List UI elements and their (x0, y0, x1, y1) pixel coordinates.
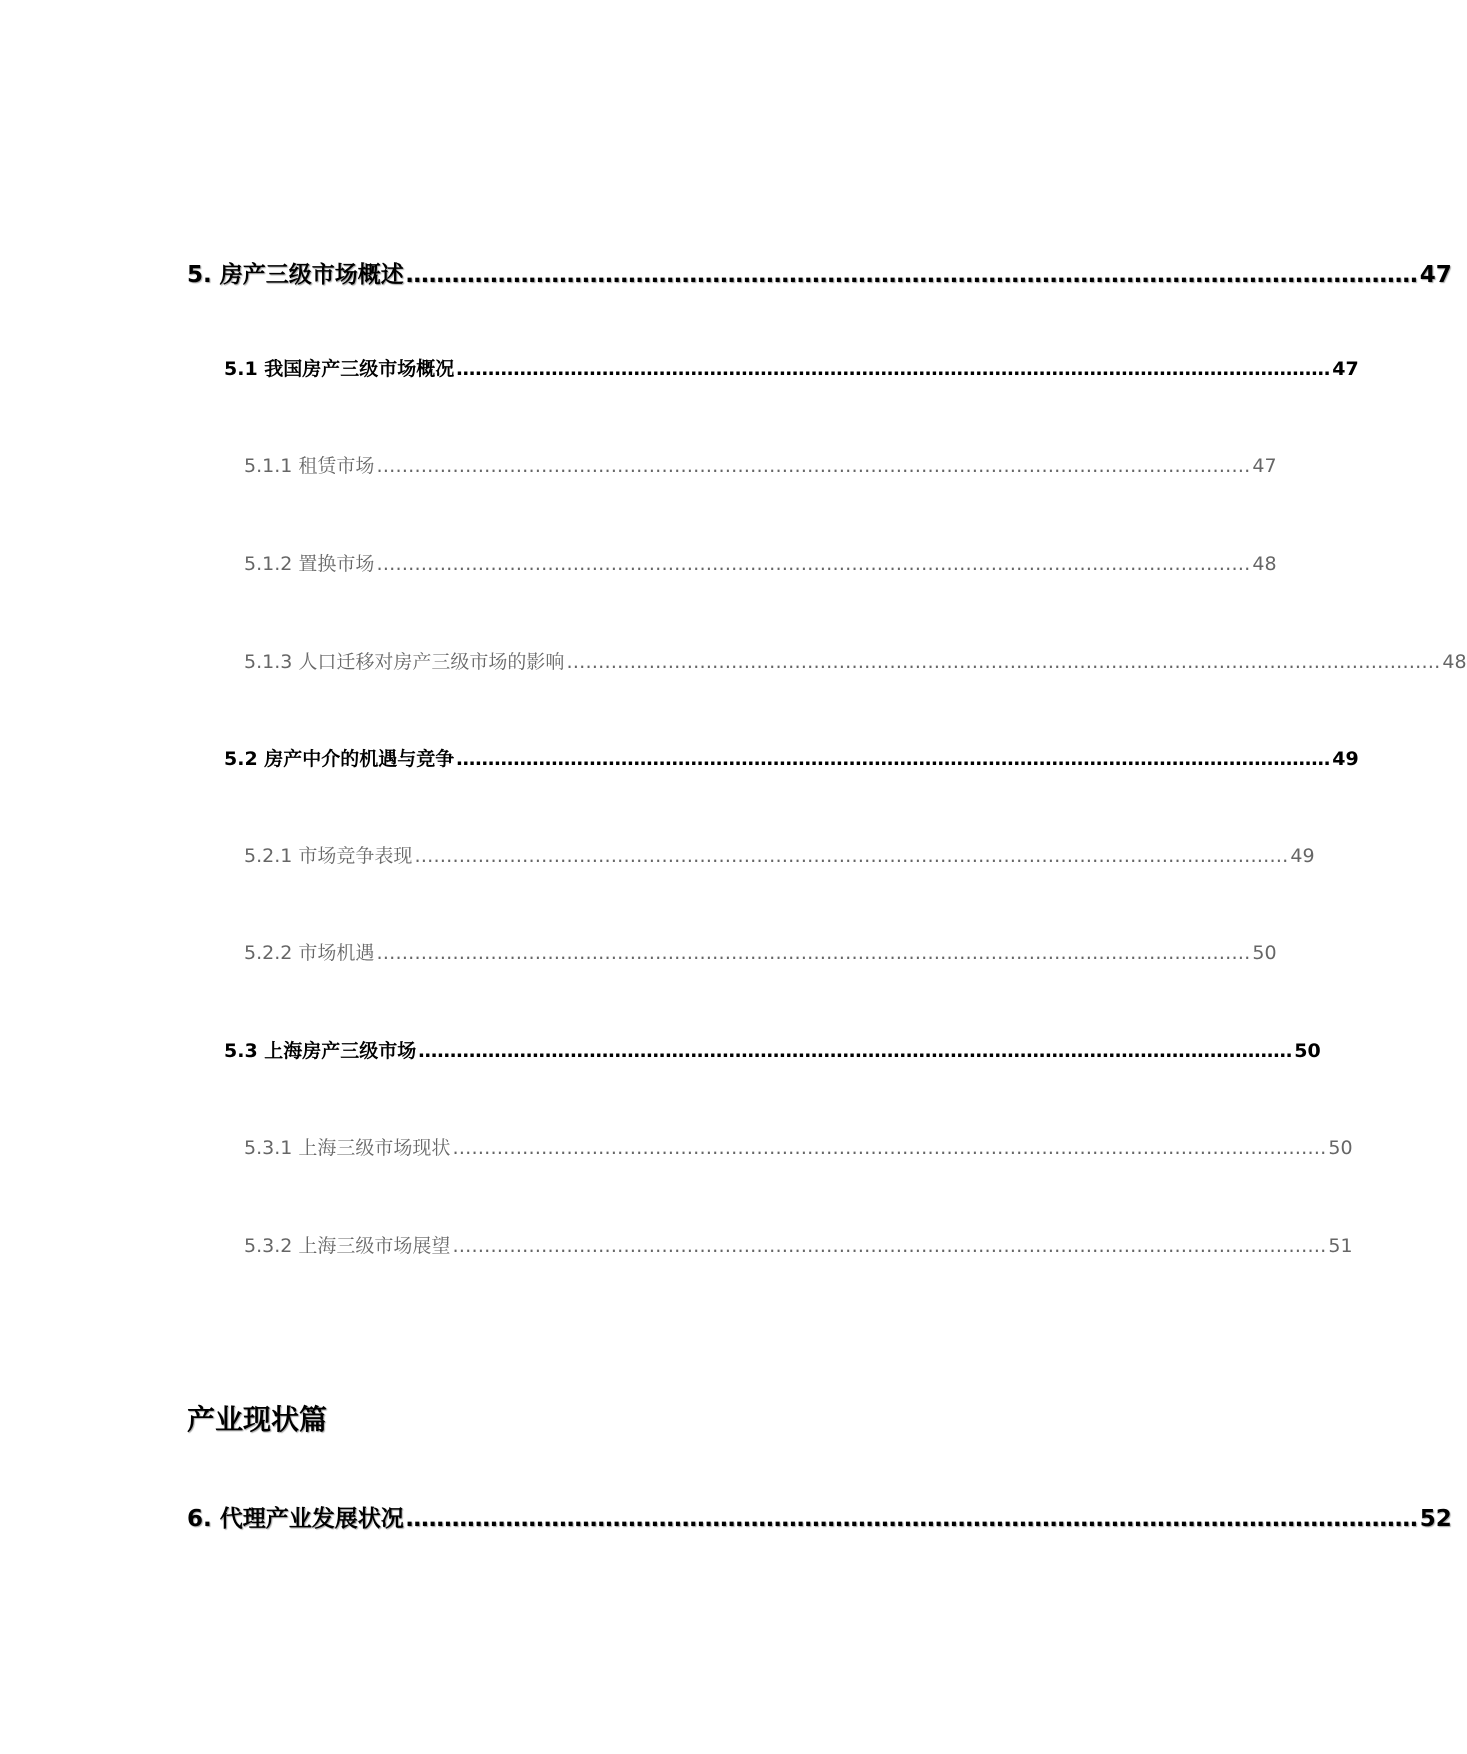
toc-page-number: 50 (1294, 1040, 1321, 1062)
toc-entry-5-1-3[interactable] (244, 647, 1467, 674)
toc-entry-title: 5.1.2 置换市场 (244, 553, 375, 575)
toc-page-number: 47 (1332, 358, 1359, 380)
toc-page-number: 50 (1328, 1137, 1353, 1159)
toc-entry-5-1[interactable] (224, 354, 1359, 381)
dot-leader: ………………………………………………………………………………………………………………………… (418, 1040, 1293, 1062)
toc-entry-title: 5.1 我国房产三级市场概况 (224, 358, 455, 380)
toc-page-number: 49 (1290, 845, 1315, 867)
dot-leader: ………………………………………………………………………………………………………………………… (376, 553, 1251, 575)
toc-page-number: 47 (1419, 262, 1452, 288)
toc-entry-5[interactable] (187, 256, 1452, 289)
dot-leader: ………………………………………………………………………………………………………………………… (452, 1235, 1327, 1257)
toc-entry-title: 6. 代理产业发展状况 (187, 1506, 404, 1532)
toc-page-number: 51 (1328, 1235, 1353, 1257)
toc-entry-title: 5. 房产三级市场概述 (187, 262, 404, 288)
toc-entry-5-1-2[interactable] (244, 549, 1277, 576)
toc-page-number: 48 (1252, 553, 1277, 575)
toc-page-number: 48 (1442, 651, 1467, 673)
toc-entry-title: 5.2.2 市场机遇 (244, 942, 375, 964)
dot-leader: …………………………………………………………………………………………………………………… (405, 1506, 1418, 1532)
dot-leader: ………………………………………………………………………………………………………………………… (452, 1137, 1327, 1159)
toc-page-number: 52 (1419, 1506, 1452, 1532)
dot-leader: …………………………………………………………………………………………………………………… (405, 262, 1418, 288)
toc-entry-5-2[interactable] (224, 744, 1359, 771)
toc-entry-5-1-1[interactable] (244, 451, 1277, 478)
toc-entry-title: 5.3.1 上海三级市场现状 (244, 1137, 451, 1159)
dot-leader: ………………………………………………………………………………………………………………………… (456, 748, 1331, 770)
dot-leader: ………………………………………………………………………………………………………………………… (376, 455, 1251, 477)
toc-entry-title: 5.1.1 租赁市场 (244, 455, 375, 477)
toc-entry-title: 5.3 上海房产三级市场 (224, 1040, 417, 1062)
toc-page-number: 47 (1252, 455, 1277, 477)
toc-entry-title: 5.2.1 市场竞争表现 (244, 845, 413, 867)
toc-page-number: 50 (1252, 942, 1277, 964)
toc-entry-5-3-1[interactable] (244, 1133, 1353, 1160)
toc-entry-title: 5.2 房产中介的机遇与竞争 (224, 748, 455, 770)
dot-leader: ………………………………………………………………………………………………………………………… (414, 845, 1289, 867)
toc-entry-5-2-2[interactable] (244, 938, 1277, 965)
section-heading: 产业现状篇 (187, 1403, 328, 1436)
toc-entry-5-3-2[interactable] (244, 1231, 1353, 1258)
toc-page-number: 49 (1332, 748, 1359, 770)
toc-entry-6[interactable] (187, 1500, 1452, 1533)
toc-entry-title: 5.3.2 上海三级市场展望 (244, 1235, 451, 1257)
dot-leader: ………………………………………………………………………………………………………………………… (566, 651, 1441, 673)
dot-leader: ………………………………………………………………………………………………………………………… (456, 358, 1331, 380)
toc-entry-title: 5.1.3 人口迁移对房产三级市场的影响 (244, 651, 565, 673)
toc-entry-5-3[interactable] (224, 1036, 1321, 1063)
toc-entry-5-2-1[interactable] (244, 841, 1315, 868)
dot-leader: ………………………………………………………………………………………………………………………… (376, 942, 1251, 964)
